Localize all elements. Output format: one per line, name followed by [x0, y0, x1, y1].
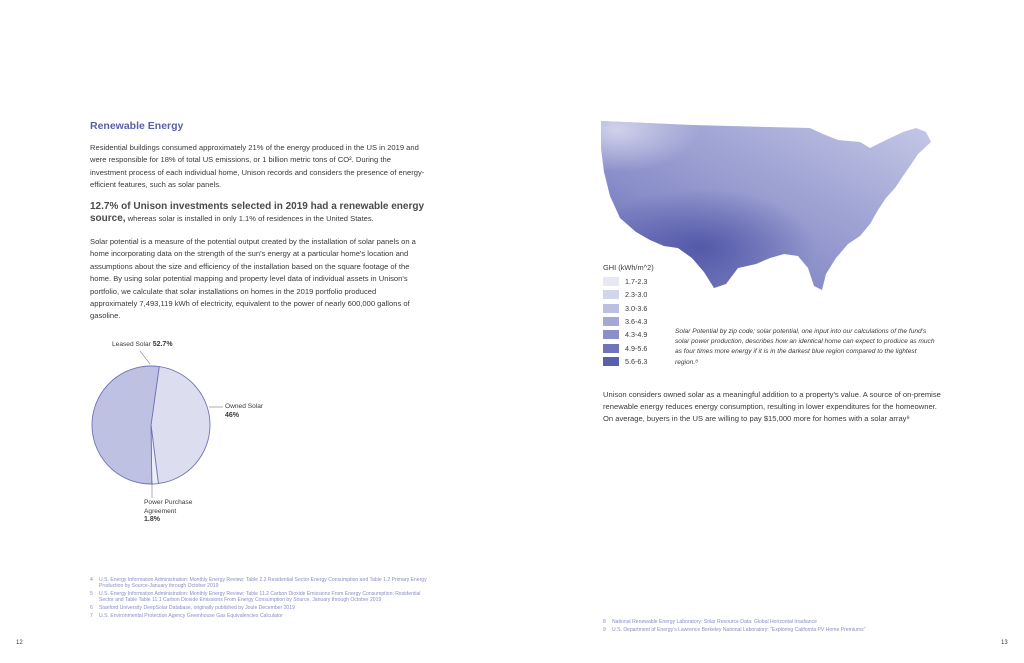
pie-label-leased-value: 52.7% — [152, 341, 173, 348]
pie-slice-owned-solar — [151, 367, 210, 484]
map-legend — [603, 275, 647, 368]
page-number-left: 12 — [16, 640, 23, 646]
legend-swatch — [603, 344, 619, 353]
footnote-number: 6 — [90, 605, 93, 612]
owned-solar-paragraph: Unison considers owned solar as a meaningful addition to a property's value. A source of on-premise renewable energy reduces energy consumption, resulting in lower expenditures for the homeowner. On average, buyers in the US are willing to pay $15,000 more for homes with a solar array⁹ — [603, 390, 941, 424]
footnote — [90, 591, 430, 604]
pie-label-owned — [225, 403, 263, 420]
map-caption: Solar Potential by zip code; solar potential, one input into our calculations of the fund's solar power production, describes how an identical home can expect to produce as much as four times more energy if it is in the darkest blue region compared to the lightest region.⁸ — [675, 328, 935, 366]
legend-label: 5.6-6.3 — [625, 356, 648, 366]
pie-label-leased — [112, 341, 173, 350]
pie-chart — [86, 360, 216, 490]
footnote-number: 7 — [90, 613, 93, 620]
pie-label-leased-name: Leased Solar — [112, 341, 151, 348]
legend-label: 2.3-3.0 — [625, 290, 648, 300]
pie-label-owned-value: 46% — [225, 411, 240, 419]
legend-swatch — [603, 277, 619, 286]
page-number-right: 13 — [1001, 640, 1008, 646]
legend-swatch — [603, 357, 619, 366]
legend-label: 3.0-3.6 — [625, 303, 648, 313]
footnote-number: 8 — [603, 619, 606, 625]
pie-label-ppa-name: Power Purchase Agreement — [144, 499, 193, 515]
footnote — [90, 613, 430, 619]
callout-statement — [90, 201, 425, 225]
footnotes-left — [90, 577, 430, 621]
intro-paragraph: Residential buildings consumed approximately 21% of the energy produced in the US in 2019 and were responsible for 18% of total US emissions, or 1 billion metric tons of CO². During the investment process of each individual home, Unison records and considers the presence of energy-efficient features, such as solar panels. — [90, 143, 425, 190]
footnote-text: U.S. Environmental Protection Agency Greenhouse Gas Equivalencies Calculator — [99, 613, 283, 620]
footnote-number: 4 — [90, 577, 93, 583]
pie-leader-owned — [209, 405, 225, 409]
legend-row — [603, 288, 647, 301]
section-heading: Renewable Energy — [90, 120, 184, 132]
legend-swatch — [603, 330, 619, 339]
legend-row — [603, 341, 647, 354]
pie-slice-leased-solar — [92, 366, 159, 484]
footnote-text: U.S. Energy Information Administration: Monthly Energy Review; Table 11.2 Carbon Dioxide Emissions From Energy Consumption: Residential Sector and Table Table 11.1 Carbon Dioxide Emissions From Energy Consumption by Source, January through October 2019 — [99, 591, 421, 604]
legend-swatch — [603, 317, 619, 326]
footnote-number: 9 — [603, 626, 606, 633]
footnote — [603, 619, 943, 625]
pie-label-ppa-value: 1.8% — [144, 516, 160, 524]
legend-row — [603, 315, 647, 328]
map-legend-title: GHI (kWh/m^2) — [603, 263, 654, 272]
footnote-text: U.S. Energy Information Administration: Monthly Energy Review; Table 2.2 Residential Sector Energy Consumption and Table 1.2 Primary Energy Production by Source-January through October 2019 — [99, 577, 427, 590]
footnotes-right — [603, 619, 943, 635]
pie-label-ppa — [144, 499, 214, 525]
legend-row — [603, 275, 647, 288]
legend-label: 3.6-4.3 — [625, 317, 648, 327]
legend-label: 1.7-2.3 — [625, 277, 648, 287]
pie-chart-svg — [86, 360, 216, 490]
legend-label: 4.9-5.6 — [625, 343, 648, 353]
legend-row — [603, 355, 647, 368]
pie-leader-leased — [138, 350, 158, 366]
pie-leader-ppa — [150, 481, 156, 499]
footnote — [603, 627, 943, 633]
legend-swatch — [603, 304, 619, 313]
solar-potential-paragraph: Solar potential is a measure of the potential output created by the installation of solar panels on a home incorporating data on the strength of the sun's energy at a particular home's location and assumptions about the size and efficiency of the installation based on the square footage of the home. By using solar potential mapping and property level data of individual assets in Unison's portfolio, we calculate that solar installations on homes in the 2019 portfolio produced approximately 7,493,119 kWh of electricity, equivalent to the power of nearly 600,000 gallons of gasoline. — [90, 237, 416, 321]
legend-label: 4.3-4.9 — [625, 330, 648, 340]
footnote-number: 5 — [90, 591, 93, 598]
legend-swatch — [603, 290, 619, 299]
footnote — [90, 605, 430, 611]
footnote-text: U.S. Department of Energy's Lawrence Berkeley National Laboratory: "Exploring California PV Home Premiums" — [612, 626, 866, 633]
footnote — [90, 577, 430, 590]
footnote-text: National Renewable Energy Laboratory: Solar Resource Data: Global Horizontal Irradiance — [612, 619, 817, 625]
legend-row — [603, 328, 647, 341]
pie-label-owned-name: Owned Solar — [225, 403, 264, 410]
legend-row — [603, 302, 647, 315]
callout-rest-text: whereas solar is installed in only 1.1% of residences in the United States. — [125, 214, 374, 224]
callout-bold-text: 12.7% of Unison investments selected in 2019 had a renewable energy source, — [90, 201, 425, 225]
footnote-text: Stanford University DeepSolar Database, originally published by Joule December 2019 — [99, 605, 295, 612]
